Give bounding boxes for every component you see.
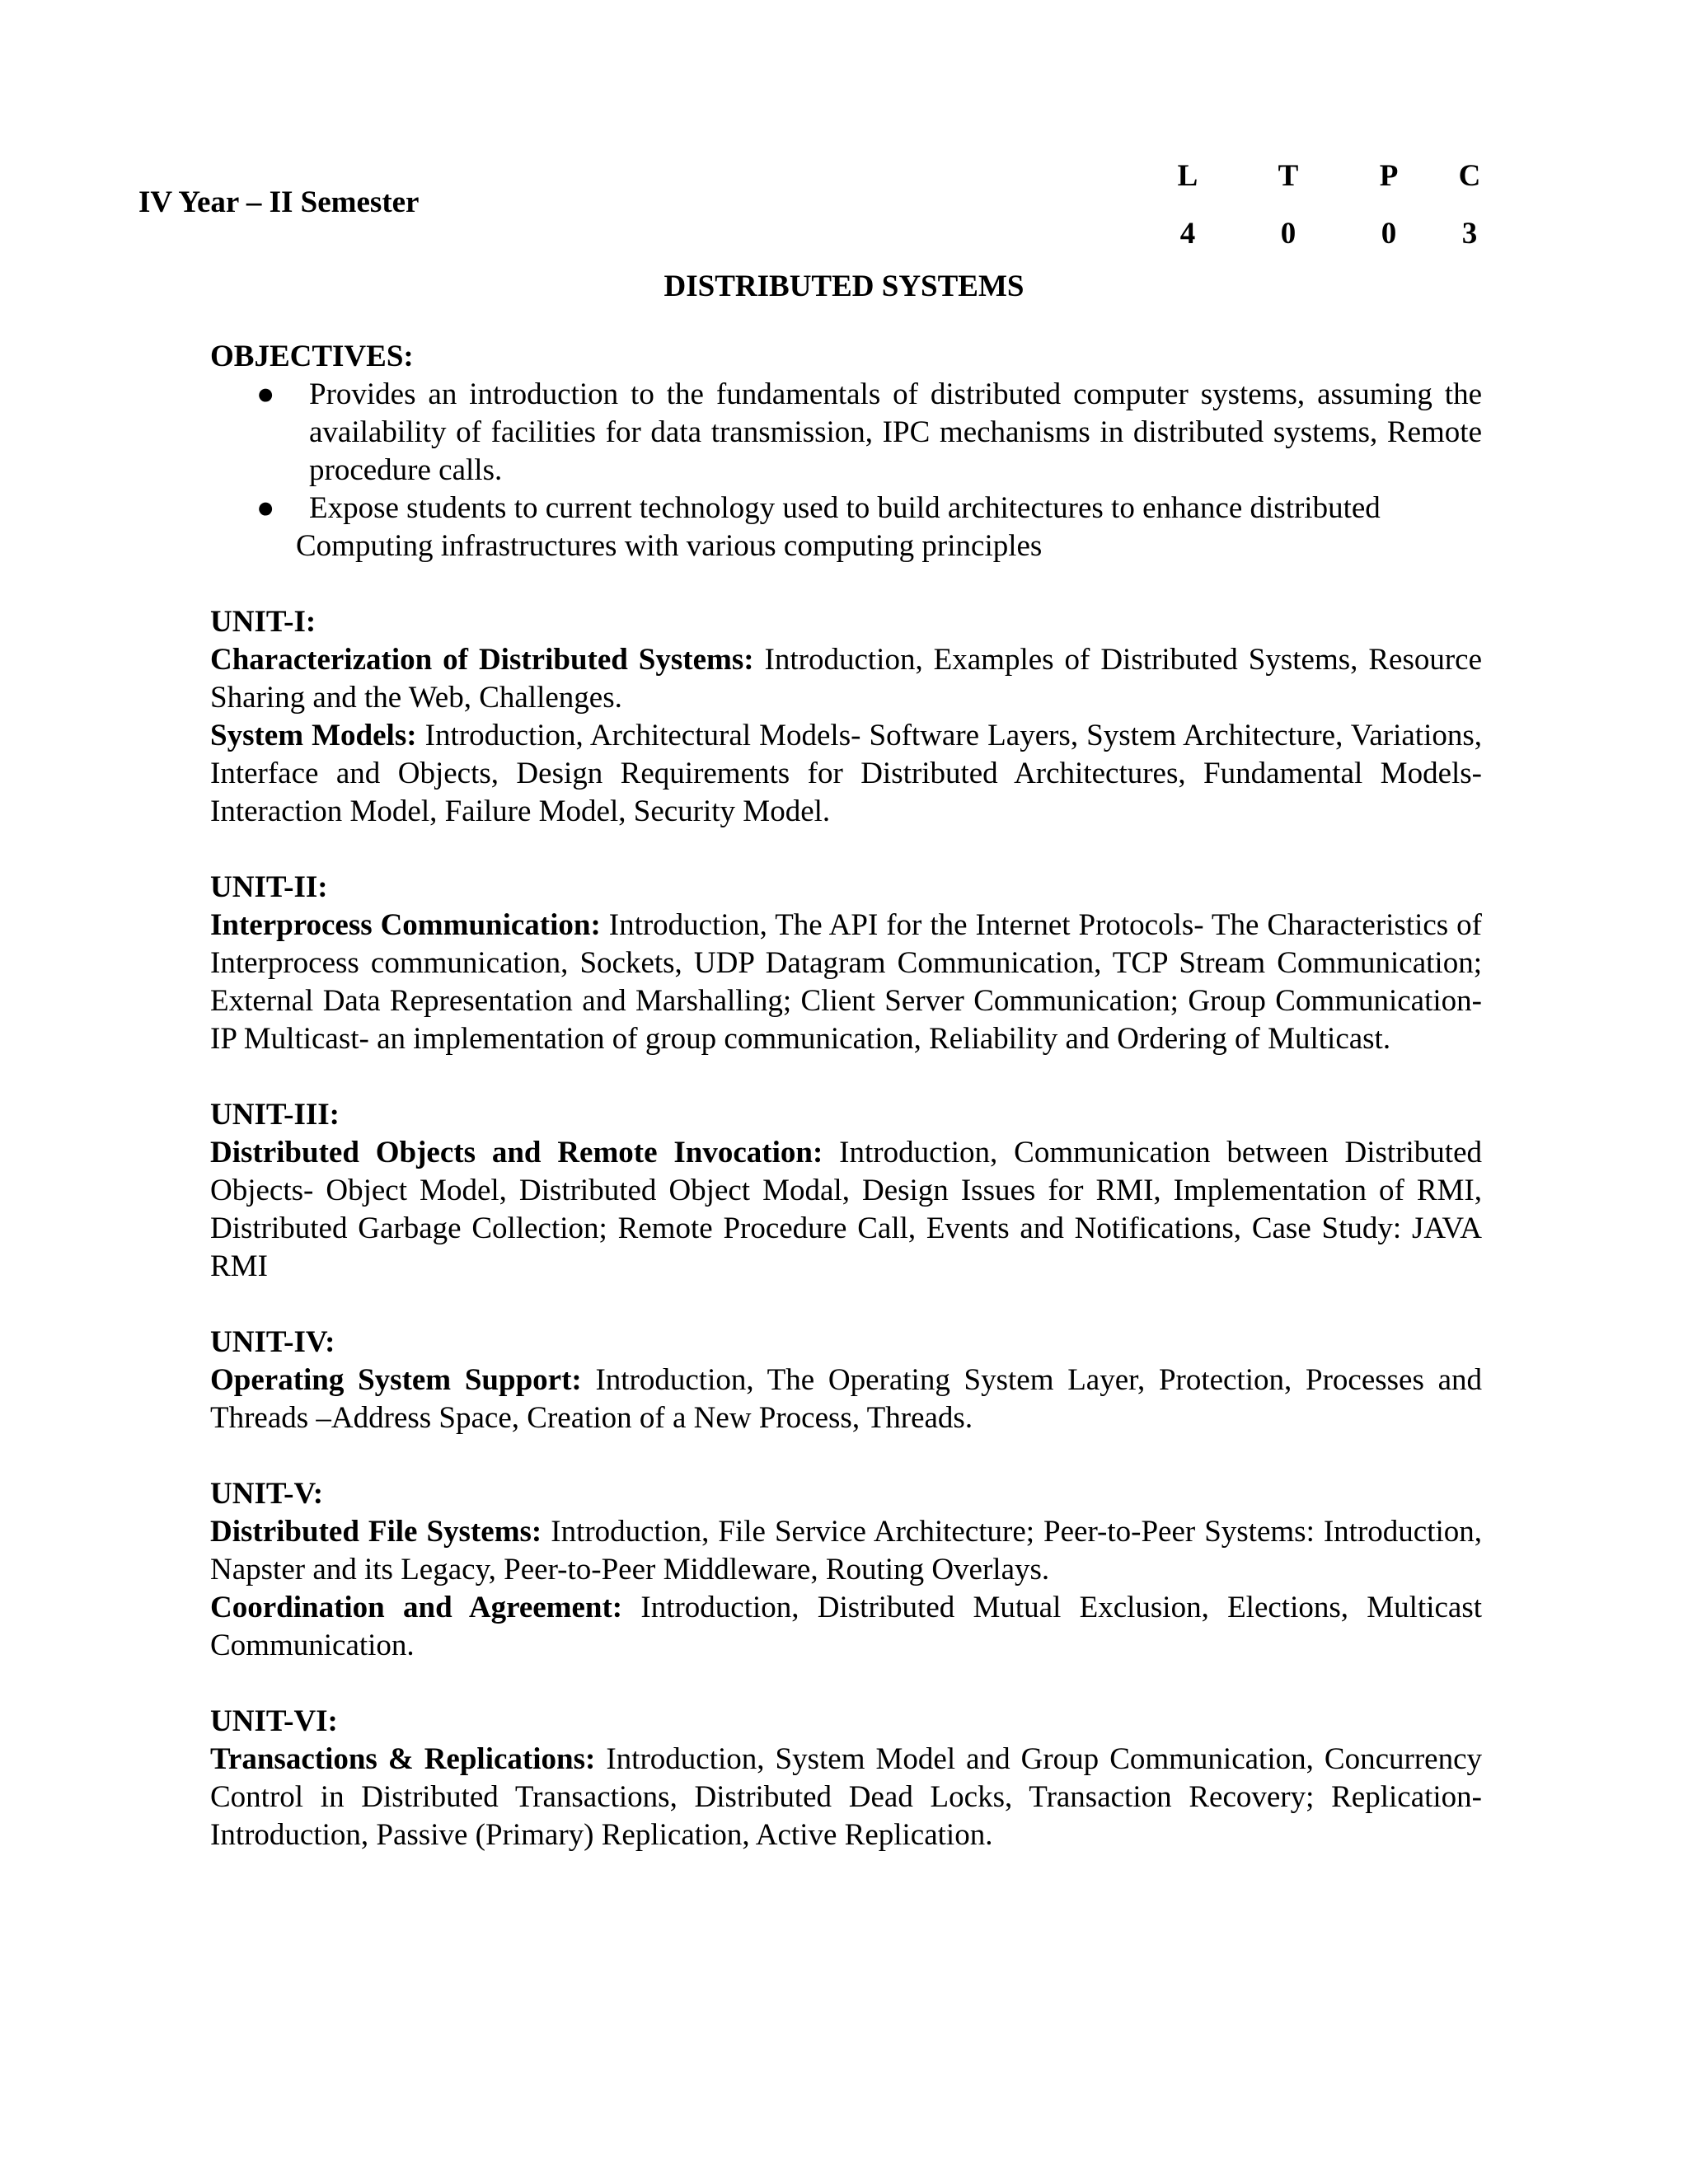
objectives-heading: OBJECTIVES: <box>210 340 414 373</box>
ltpc-table <box>1137 152 1500 267</box>
topic-title: Coordination and Agreement: <box>210 1591 623 1624</box>
topic-title: Interprocess Communication: <box>210 908 601 942</box>
unit-heading: UNIT-VI: <box>210 1704 338 1738</box>
unit-6 <box>210 1703 1482 1854</box>
unit-topic <box>210 1513 1482 1589</box>
topic-body: Introduction, Architectural Models- Software Layers, System Architecture, Variations, Interface and Objects, Design Requirements for Distributed Architectures, Fundamental Models- Interaction Model, Failure Model, Security Model. <box>210 719 1483 828</box>
topic-title: Characterization of Distributed Systems: <box>210 643 754 677</box>
topic-body: Introduction, File Service Architecture; Peer-to-Peer Systems: Introduction, Napster and its Legacy, Peer-to-Peer Middleware, Routing Overlays. <box>210 1515 1482 1586</box>
objectives-section <box>210 338 1482 565</box>
syllabus-content <box>210 338 1482 1854</box>
ltpc-label: P <box>1379 159 1399 193</box>
ltpc-value: 0 <box>1280 217 1296 251</box>
objective-continuation: Computing infrastructures with various computing principles <box>296 529 1043 563</box>
ltpc-value: 4 <box>1179 217 1196 251</box>
topic-title: Distributed Objects and Remote Invocation: <box>210 1136 823 1169</box>
topic-body: Introduction, Distributed Mutual Exclusion, Elections, Multicast Communication. <box>210 1591 1483 1662</box>
topic-body: Introduction, The Operating System Layer, Protection, Processes and Threads –Address Space, Creation of a New Process, Threads. <box>210 1363 1482 1435</box>
bullet-icon: ● <box>256 491 275 525</box>
ltpc-value: 0 <box>1381 217 1397 251</box>
unit-heading: UNIT-I: <box>210 605 316 639</box>
objective-item <box>210 490 1482 565</box>
unit-heading: UNIT-IV: <box>210 1325 335 1359</box>
ltpc-values-row <box>1137 209 1500 267</box>
objectives-list <box>210 376 1482 565</box>
ltpc-value: 3 <box>1461 217 1478 251</box>
objective-text: Provides an introduction to the fundamentals of distributed computer systems, assuming the availability of facilities for data transmission, IPC mechanisms in distributed systems, Remote procedure calls. <box>309 377 1482 487</box>
unit-topic <box>210 1134 1482 1286</box>
topic-title: Transactions & Replications: <box>210 1742 596 1776</box>
unit-heading: UNIT-III: <box>210 1098 340 1132</box>
topic-title: Operating System Support: <box>210 1363 582 1397</box>
ltpc-label: C <box>1458 159 1481 193</box>
unit-topic <box>210 1589 1482 1665</box>
topic-body: Introduction, Examples of Distributed Systems, Resource Sharing and the Web, Challenges. <box>210 643 1483 715</box>
unit-topic <box>210 907 1482 1058</box>
topic-body: Introduction, The API for the Internet Protocols- The Characteristics of Interprocess communication, Sockets, UDP Datagram Communication, TCP Stream Communication; External Data Representation and Marshalling; Client Server Communication; Group Communication- IP Multicast- an implementation of group communication, Reliability and Ordering of Multicast. <box>210 908 1482 1056</box>
ltpc-labels-row <box>1137 152 1500 209</box>
topic-title: Distributed File Systems: <box>210 1515 542 1549</box>
bullet-icon: ● <box>256 377 275 411</box>
ltpc-label: T <box>1278 159 1299 193</box>
unit-topic <box>210 1361 1482 1437</box>
topic-title: System Models: <box>210 719 417 752</box>
topic-body: Introduction, System Model and Group Communication, Concurrency Control in Distributed Transactions, Distributed Dead Locks, Transaction Recovery; Replication-Introduction, Passive (Primary) Replication, Active Replication. <box>210 1742 1482 1852</box>
unit-heading: UNIT-II: <box>210 870 328 904</box>
semester-label: IV Year – II Semester <box>138 185 420 219</box>
unit-4 <box>210 1324 1482 1437</box>
unit-heading: UNIT-V: <box>210 1477 324 1511</box>
unit-2 <box>210 869 1482 1058</box>
objective-text: Expose students to current technology used to build architectures to enhance distributed <box>309 491 1381 525</box>
objective-item <box>210 376 1482 490</box>
unit-3 <box>210 1096 1482 1286</box>
unit-topic <box>210 1741 1482 1854</box>
topic-body: Introduction, Communication between Distributed Objects- Object Model, Distributed Object Modal, Design Issues for RMI, Implementation of RMI, Distributed Garbage Collection; Remote Procedure Call, Events and Notifications, Case Study: JAVA RMI <box>210 1136 1483 1283</box>
course-title: DISTRIBUTED SYSTEMS <box>663 269 1025 303</box>
ltpc-label: L <box>1177 159 1198 193</box>
unit-topic <box>210 641 1482 717</box>
unit-5 <box>210 1475 1482 1665</box>
unit-1 <box>210 603 1482 831</box>
unit-topic <box>210 717 1482 831</box>
